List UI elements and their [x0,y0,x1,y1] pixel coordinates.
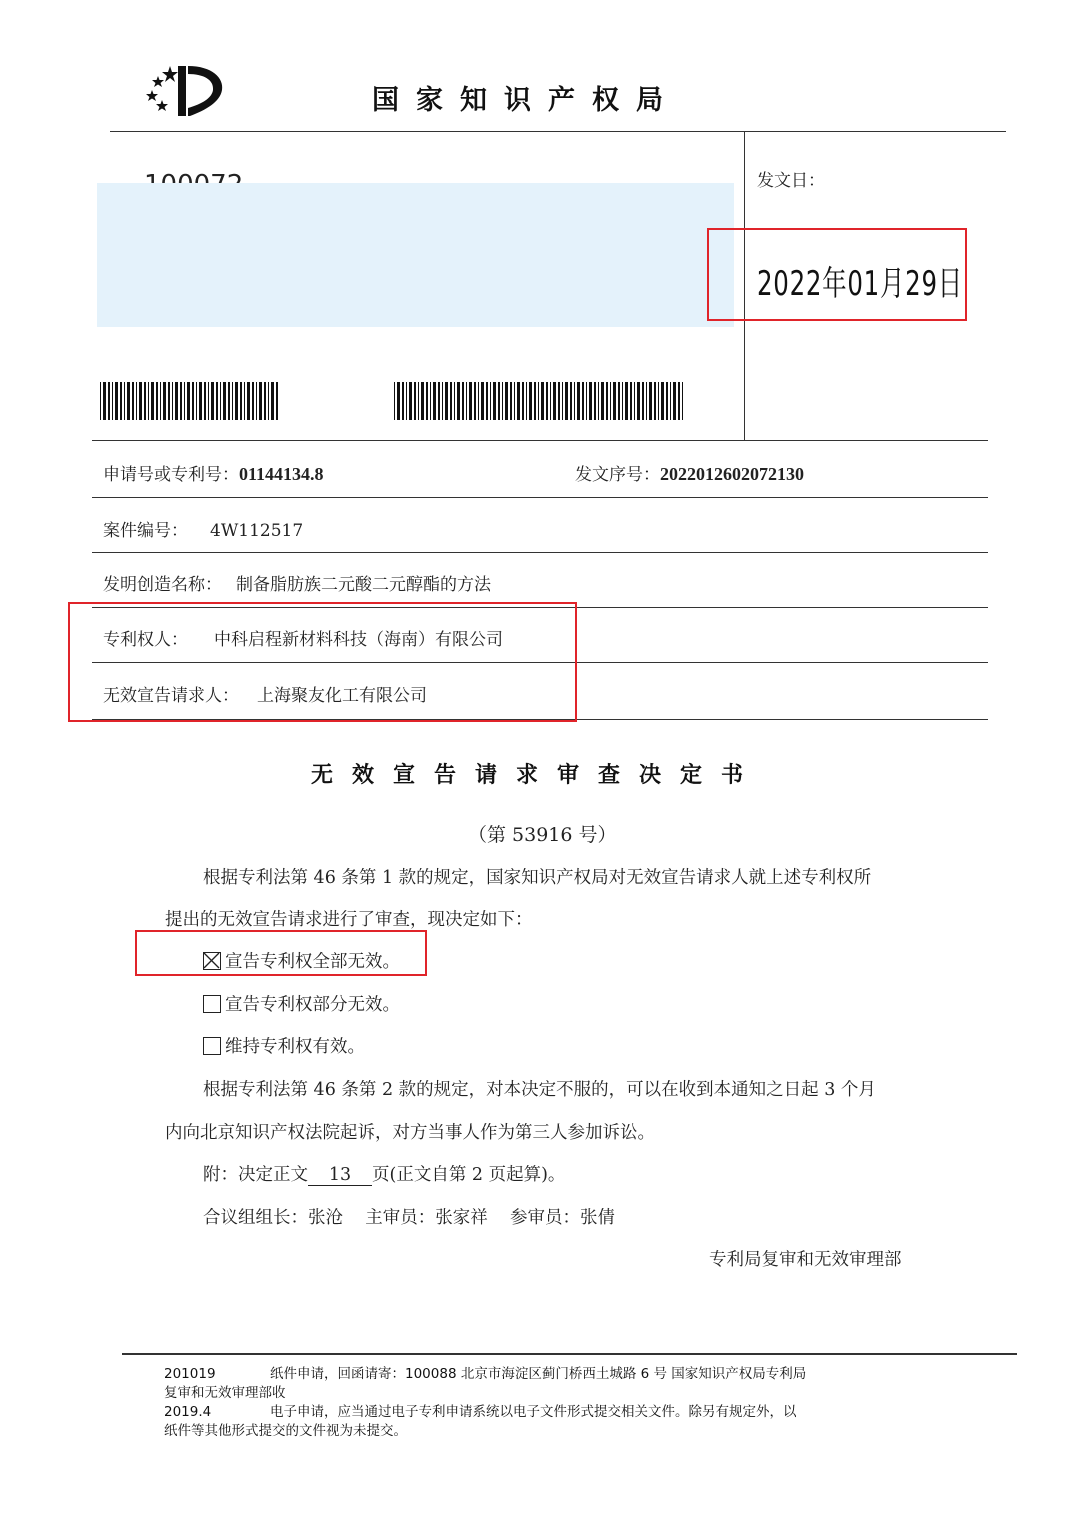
barcode-right [394,382,686,420]
invention-title-label: 发明创造名称： [103,575,222,595]
application-number-label: 申请号或专利号： [103,465,239,485]
cnipa-logo-icon [140,60,230,122]
patentee-label: 专利权人： [103,630,188,650]
barcode-left [100,382,278,420]
redacted-address-block [97,183,734,327]
footer-line-3: 电子申请，应当通过电子专利申请系统以电子文件形式提交相关文件。除另有规定外，以 [270,1404,797,1420]
panel-members: 合议组组长：张沧 主审员：张家祥 参审员：张倩 [203,1208,616,1228]
highlight-box-date [707,228,967,321]
footer-notes [164,1365,806,1441]
recipient-postcode [144,170,243,184]
issue-date-label: 发文日： [757,171,825,191]
paragraph-2-line-1: 根据专利法第 46 条第 2 款的规定，对本决定不服的，可以在收到本通知之日起 3 个月 [203,1080,876,1100]
section-rule [92,440,988,441]
paragraph-1-line-2: 提出的无效宣告请求进行了审查，现决定如下： [165,910,533,930]
issue-date-value: 2022年01月29日 [757,264,963,304]
option-invalidate-partial [203,991,400,1016]
application-number-value: 01144134.8 [239,464,324,484]
invention-title-row [103,570,491,595]
footer-line-1: 纸件申请，回函请寄：100088 北京市海淀区蓟门桥西土城路 6 号 国家知识产权局专利局 [270,1366,807,1382]
header-rule [110,131,1006,132]
row-rule [92,497,988,498]
requester-label: 无效宣告请求人： [103,686,239,706]
invention-title-value: 制备脂肪族二元酸二元醇酯的方法 [236,575,491,595]
checkbox-empty-icon [203,995,221,1013]
paragraph-1-line-1: 根据专利法第 46 条第 1 款的规定，国家知识产权局对无效宣告请求人就上述专利权所 [203,868,872,888]
option-label: 维持专利权有效。 [225,1037,365,1057]
row-rule [92,552,988,553]
paragraph-2-line-2: 内向北京知识产权法院起诉，对方当事人作为第三人参加诉讼。 [165,1123,655,1143]
footer-code-1: 201019 [164,1366,216,1382]
footer-rule [122,1353,1017,1355]
serial-number-row [575,460,804,485]
attachment-pages: 13 [308,1165,372,1186]
footer-line-4: 纸件等其他形式提交的文件视为未提交。 [164,1423,407,1439]
option-maintain-valid [203,1033,365,1058]
decision-title: 无效宣告请求审查决定书 [311,763,763,788]
option-label: 宣告专利权部分无效。 [225,995,400,1015]
attachment-suffix: 页(正文自第 2 页起算)。 [372,1165,566,1185]
footer-code-2: 2019.4 [164,1404,212,1420]
attachment-note [203,1161,565,1186]
page-title: 国家知识产权局 [372,85,680,116]
decision-number: （第 53916 号） [468,824,617,846]
issuing-department: 专利局复审和无效审理部 [709,1250,902,1270]
application-number-row [103,460,324,485]
footer-line-2: 复审和无效审理部收 [164,1385,286,1401]
highlight-box-parties [68,602,577,722]
serial-number-label: 发文序号： [575,465,660,485]
serial-number-value: 2022012602072130 [660,464,804,484]
case-number-value: 4W112517 [210,521,304,541]
patentee-value: 中科启程新材料科技（海南）有限公司 [214,630,503,650]
option-label: 宣告专利权全部无效。 [225,952,400,972]
case-number-row [103,516,303,541]
case-number-label: 案件编号： [103,521,188,541]
checkbox-empty-icon [203,1037,221,1055]
attachment-prefix: 附：决定正文 [203,1165,308,1185]
requester-value: 上海聚友化工有限公司 [257,686,427,706]
highlight-box-decision [135,930,427,976]
